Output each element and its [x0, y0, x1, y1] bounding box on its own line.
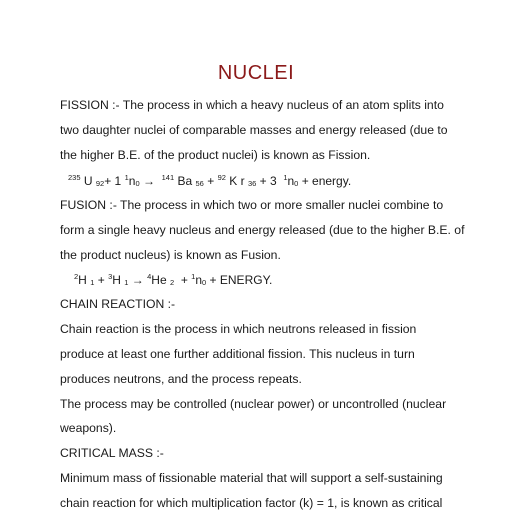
deuterium-atomic-number: 1 — [90, 278, 95, 287]
fusion-equation — [74, 272, 494, 290]
critical-mass-line-2: chain reaction for which multiplication factor (k) = 1, is known as critical — [60, 496, 443, 510]
neutron-mass-number: 1 — [191, 272, 196, 281]
fusion-definition-line-2: form a single heavy nucleus and energy released (due to the higher B.E. of — [60, 223, 465, 237]
chain-reaction-line-1: Chain reaction is the process in which neutrons released in fission — [60, 322, 417, 336]
helium-mass-number: 4 — [147, 272, 152, 281]
neutron-mass-number: 1 — [124, 173, 129, 182]
fusion-definition-line-1: FUSION :- The process in which two or more smaller nuclei combine to — [60, 198, 444, 212]
krypton-atomic-number: 36 — [247, 179, 257, 188]
critical-mass-heading: CRITICAL MASS :- — [60, 446, 164, 460]
uranium-mass-number: 235 — [68, 173, 81, 182]
deuterium-mass-number: 2 — [74, 272, 79, 281]
tritium-mass-number: 3 — [108, 272, 113, 281]
fusion-definition-line-3: the product nucleus) is known as Fusion. — [60, 248, 281, 262]
neutron-symbol: n — [195, 273, 203, 287]
reaction-arrow: → — [131, 273, 144, 287]
page-title: NUCLEI — [217, 62, 295, 84]
krypton-mass-number: 92 — [217, 173, 226, 182]
neutron-symbol: n — [128, 174, 136, 188]
reaction-arrow: → — [142, 174, 155, 188]
equation-tail: + energy. — [301, 174, 352, 188]
neutron-charge: 0 — [135, 179, 140, 188]
neutron-charge-2: 0 — [294, 179, 299, 188]
neutron-symbol-2: n — [287, 174, 295, 188]
chain-reaction-line-4: The process may be controlled (nuclear power) or uncontrolled (nuclear — [60, 397, 447, 411]
chain-reaction-heading: CHAIN REACTION :- — [60, 297, 176, 311]
plus-sign: + — [97, 273, 105, 287]
chain-reaction-line-3: produces neutrons, and the process repeats. — [60, 372, 302, 386]
plus-sign-2: + — [180, 273, 188, 287]
plus-one: + 1 — [104, 174, 122, 188]
neutron-mass-number-2: 1 — [283, 173, 288, 182]
tritium-symbol: H — [112, 273, 121, 287]
fission-equation — [68, 173, 488, 191]
fission-definition-line-3: the higher B.E. of the product nuclei) is known as Fission. — [60, 148, 371, 162]
chain-reaction-line-5: weapons). — [60, 421, 117, 435]
fission-definition-line-1: FISSION :- The process in which a heavy nucleus of an atom splits into — [60, 98, 444, 112]
barium-atomic-number: 56 — [195, 179, 204, 188]
plus-sign: + — [207, 174, 215, 188]
deuterium-symbol: H — [78, 273, 87, 287]
tritium-atomic-number: 1 — [124, 278, 129, 287]
uranium-symbol: U — [83, 174, 93, 188]
equation-tail: + ENERGY. — [209, 273, 273, 287]
krypton-symbol: K r — [229, 174, 245, 188]
critical-mass-line-1: Minimum mass of fissionable material that will support a self-sustaining — [60, 471, 443, 485]
barium-mass-number: 141 — [161, 173, 175, 182]
helium-symbol: He — [151, 273, 167, 287]
uranium-atomic-number: 92 — [95, 179, 105, 188]
helium-atomic-number: 2 — [169, 278, 175, 287]
neutron-charge: 0 — [202, 278, 207, 287]
barium-symbol: Ba — [177, 174, 193, 188]
plus-three: + 3 — [259, 174, 277, 188]
chain-reaction-line-2: produce at least one further additional fission. This nucleus in turn — [60, 347, 415, 361]
fission-definition-line-2: two daughter nuclei of comparable masses and energy released (due to — [60, 123, 448, 137]
